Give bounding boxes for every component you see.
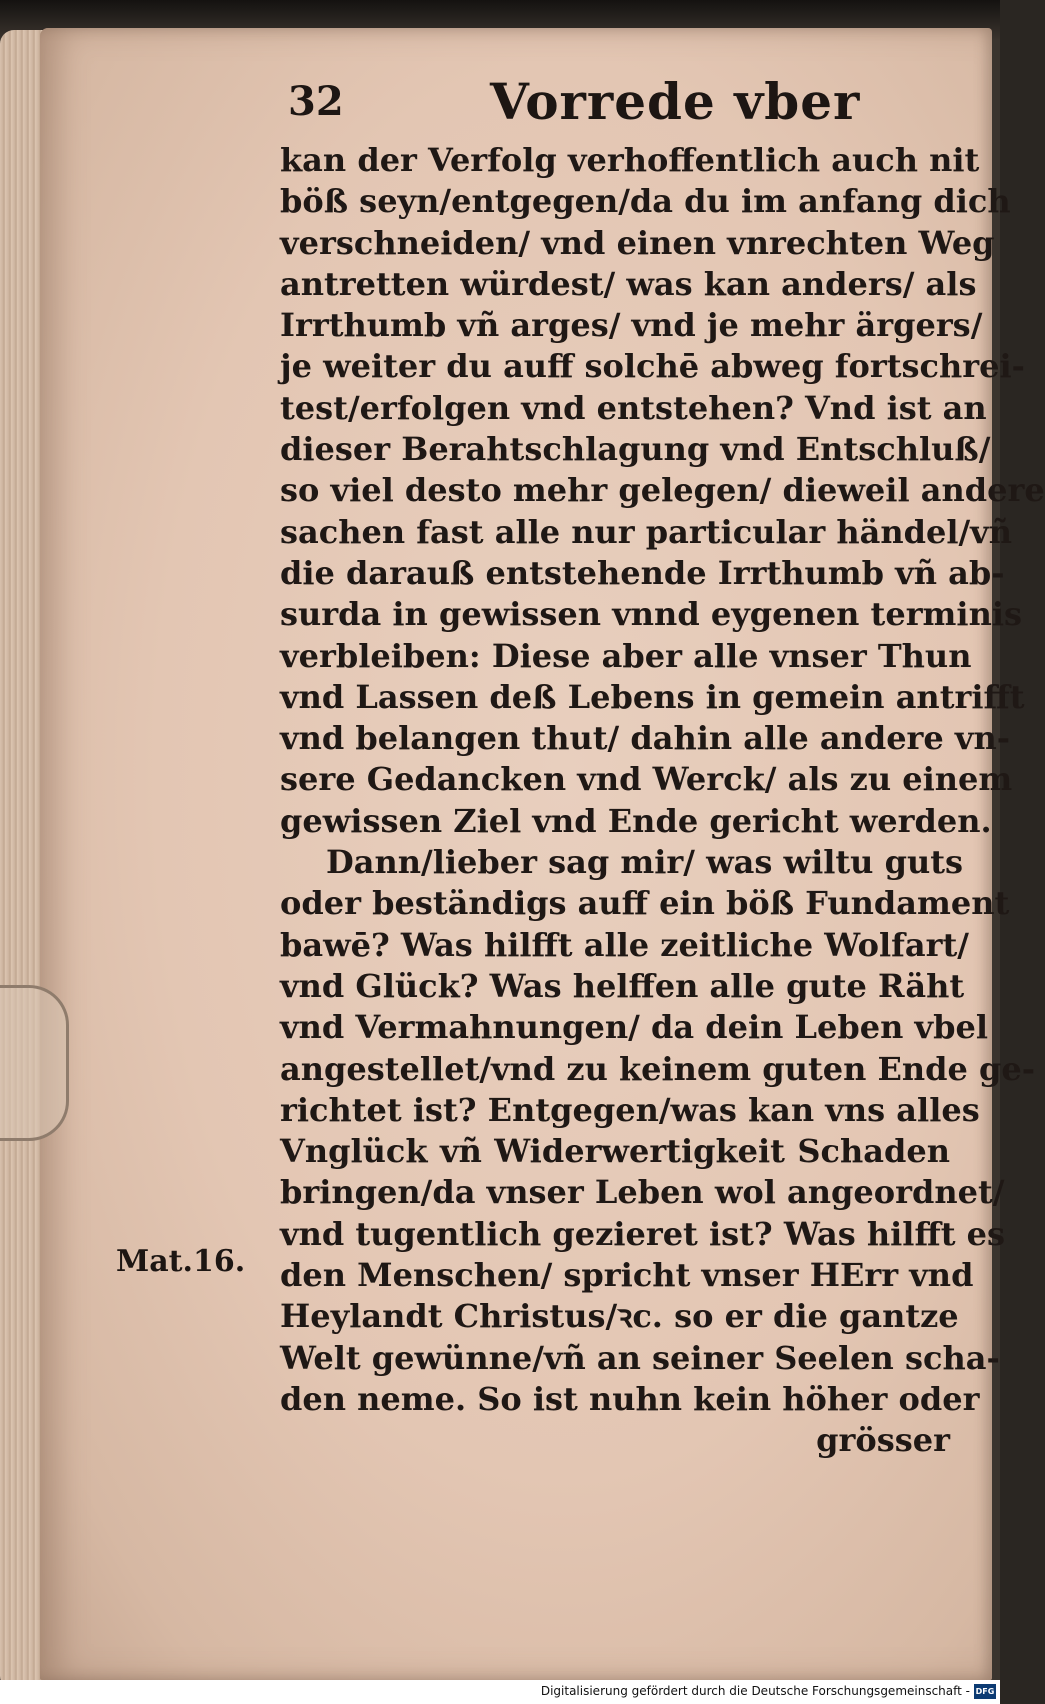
text-line: den neme. So ist nuhn kein höher oder <box>280 1379 980 1418</box>
text-line: richtet ist? Entgegen/was kan vns alles <box>280 1090 980 1129</box>
text-line: gewissen Ziel vnd Ende gericht werden. <box>280 801 992 840</box>
text-line: böß seyn/entgegen/da du im anfang dich <box>280 182 1011 221</box>
text-line: test/erfolgen vnd entstehen? Vnd ist an <box>280 388 987 427</box>
text-line: vnd tugentlich gezieret ist? Was hilfft es <box>280 1214 1005 1253</box>
text-line: den Menschen/ spricht vnser HErr vnd <box>280 1256 974 1295</box>
text-line: die darauß entstehende Irrthumb vñ ab- <box>280 553 1005 592</box>
text-line: Irrthumb vñ arges/ vnd je mehr ärgers/ <box>280 306 983 345</box>
text-line: Vnglück vñ Widerwertigkeit Schaden <box>280 1132 950 1171</box>
running-title: Vorrede vber <box>490 72 861 131</box>
margin-note: Mat.16. <box>116 1244 246 1279</box>
text-line: vnd Lassen deß Lebens in gemein antrifft <box>280 677 1025 716</box>
text-line: sachen fast alle nur particular händel/vñ <box>280 512 1013 551</box>
text-line: bringen/da vnser Leben wol angeordnet/ <box>280 1173 1005 1212</box>
text-line: antretten würdest/ was kan anders/ als <box>280 264 977 303</box>
text-line: oder beständigs auff ein böß Fundament <box>280 884 1010 923</box>
page-header <box>280 72 980 142</box>
text-line: je weiter du auff solchē abweg fortschrei- <box>280 347 1025 386</box>
text-line: angestellet/vnd zu keinem guten Ende ge- <box>280 1049 1036 1088</box>
page-number: 32 <box>288 78 344 125</box>
text-line: Welt gewünne/vñ an seiner Seelen scha- <box>280 1338 1000 1377</box>
text-line: Heylandt Christus/ꝛc. so er die gantze <box>280 1297 959 1336</box>
catchword: grösser <box>816 1421 950 1460</box>
text-line: so viel desto mehr gelegen/ dieweil andere <box>280 471 1045 510</box>
page-clip <box>0 985 69 1141</box>
text-line: surda in gewissen vnnd eygenen terminis <box>280 595 1022 634</box>
dfg-logo: DFG <box>974 1684 996 1699</box>
text-line: kan der Verfolg verhoffentlich auch nit <box>280 141 980 179</box>
body-text <box>280 140 1045 1462</box>
text-line: bawē? Was hilfft alle zeitliche Wolfart/ <box>280 925 969 964</box>
text-line: verbleiben: Diese aber alle vnser Thun <box>280 636 972 675</box>
text-line: dieser Berahtschlagung vnd Entschluß/ <box>280 430 991 469</box>
text-line: sere Gedancken vnd Werck/ als zu einem <box>280 760 1013 799</box>
text-line: verschneiden/ vnd einen vnrechten Weg <box>280 223 995 262</box>
text-line: Dann/lieber sag mir/ was wiltu guts <box>326 843 963 882</box>
text-line: vnd belangen thut/ dahin alle andere vn- <box>280 719 1011 758</box>
text-line: vnd Glück? Was helffen alle gute Räht <box>280 966 965 1005</box>
footer-credit: Digitalisierung gefördert durch die Deutsche Forschungsgemeinschaft - <box>540 1684 970 1698</box>
text-line: vnd Vermahnungen/ da dein Leben vbel <box>280 1008 988 1047</box>
